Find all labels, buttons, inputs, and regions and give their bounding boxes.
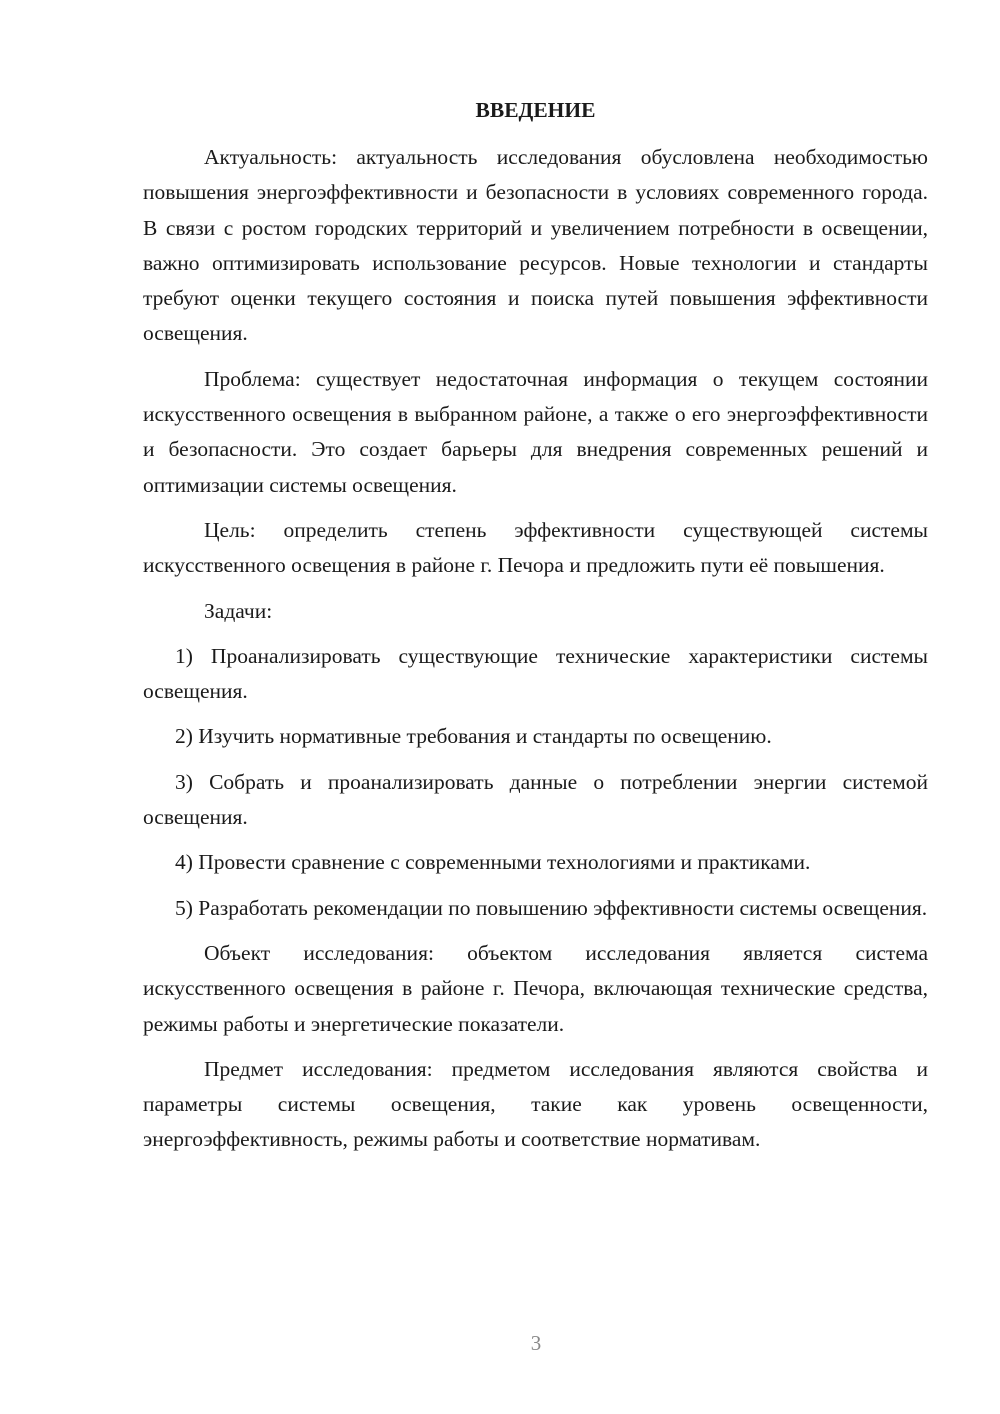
list-item: 1) Проанализировать существующие технические характеристики системы освещения. — [143, 643, 928, 704]
document-page — [143, 94, 928, 1168]
page-number: 3 — [530, 1331, 542, 1355]
paragraph-object: Объект исследования: объектом исследования является система искусственного освещения в районе г. Печора, включающая технические средства, режимы работы и энергетические показатели. — [143, 940, 928, 1036]
paragraph-relevance: Актуальность: актуальность исследования обусловлена необходимостью повышения энергоэффективности и безопасности в условиях современного города. В связи с ростом городских территорий и увеличением потребности в освещении, важно оптимизировать использование ресурсов. Новые технологии и стандарты требуют оценки текущего состояния и поиска путей повышения эффективности освещения. — [143, 145, 928, 346]
list-item: 5) Разработать рекомендации по повышению эффективности системы освещения. — [175, 895, 928, 920]
paragraph-goal: Цель: определить степень эффективности существующей системы искусственного освещения в районе г. Печора и предложить пути её повышения. — [143, 517, 928, 578]
list-item: 3) Собрать и проанализировать данные о потреблении энергии системой освещения. — [143, 769, 928, 830]
task-list — [143, 639, 928, 926]
list-item: 2) Изучить нормативные требования и стандарты по освещению. — [175, 724, 772, 749]
section-heading: ВВЕДЕНИЕ — [475, 98, 596, 122]
list-item: 4) Провести сравнение с современными технологиями и практиками. — [175, 850, 811, 875]
paragraph-subject: Предмет исследования: предметом исследования являются свойства и параметры системы освещения, такие как уровень освещенности, энергоэффективность, режимы работы и соответствие нормативам. — [143, 1056, 928, 1152]
paragraph-problem: Проблема: существует недостаточная информация о текущем состоянии искусственного освещения в выбранном районе, а также о его энергоэффективности и безопасности. Это создает барьеры для внедрения современных решений и оптимизации системы освещения. — [143, 366, 928, 497]
paragraph-tasks-label: Задачи: — [204, 598, 273, 623]
